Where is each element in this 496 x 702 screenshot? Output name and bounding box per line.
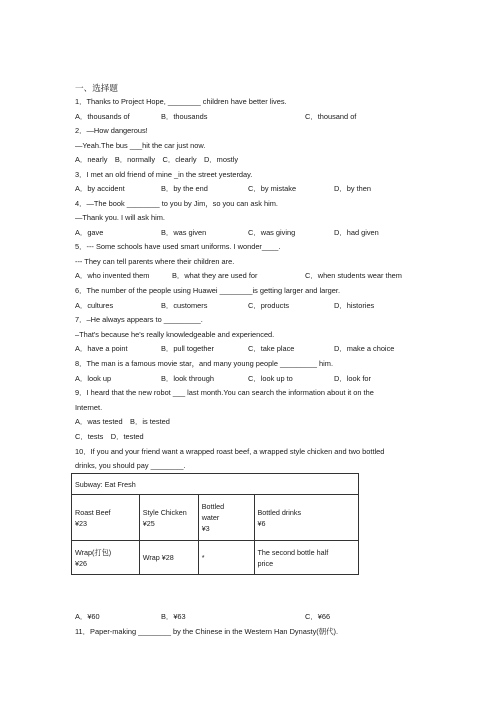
menu-wrap-28: Wrap ¥28	[139, 541, 198, 575]
question-10-line2: drinks, you should pay ________.	[75, 461, 186, 470]
menu-table-header-row	[72, 474, 359, 495]
question-4-line2: —Thank you. I will ask him.	[75, 213, 165, 222]
question-7-option-c[interactable]: C．take place	[248, 344, 295, 353]
menu-second-bottle-note-2: price	[257, 558, 274, 568]
question-4-option-b[interactable]: B．was given	[161, 228, 207, 237]
question-9-options-row2[interactable]: C．tests D．tested	[75, 432, 144, 441]
question-6-option-c[interactable]: C．products	[248, 301, 290, 310]
question-9-stem: 9．I heard that the new robot ___ last month.You can search the information about it on the	[75, 388, 374, 397]
menu-bottled-water-label-2: water	[201, 513, 220, 522]
question-6-option-a[interactable]: A．cultures	[75, 301, 114, 310]
question-2-line2: —Yeah.The bus ___hit the car just now.	[75, 141, 206, 150]
question-7-line2: –That's because he's really knowledgeable and experienced.	[75, 330, 275, 339]
menu-style-chicken-label: Style Chicken	[142, 507, 187, 517]
question-8-option-d[interactable]: D．look for	[334, 374, 371, 383]
menu-table	[71, 473, 359, 575]
question-8-option-a[interactable]: A．look up	[75, 374, 112, 383]
question-3-stem: 3．I met an old friend of mine _in the street yesterday.	[75, 170, 253, 179]
menu-roast-beef-label: Roast Beef	[75, 507, 111, 517]
question-6-stem: 6．The number of the people using Huawei ________is getting larger and larger.	[75, 286, 341, 295]
question-10-stem: 10．If you and your friend want a wrapped roast beef, a wrapped style chicken and two bottled	[75, 447, 385, 456]
menu-bottled-water-price: ¥3	[201, 524, 210, 533]
menu-roast-beef-price: ¥23	[75, 518, 87, 528]
question-5-line2: --- They can tell parents where their children are.	[75, 257, 235, 266]
question-3-option-a[interactable]: A．by accident	[75, 184, 125, 193]
question-9-line2: Internet.	[75, 403, 103, 412]
question-6-option-d[interactable]: D．histories	[334, 301, 375, 310]
question-8-option-c[interactable]: C．look up to	[248, 374, 293, 383]
question-1-option-b[interactable]: B．thousands	[161, 112, 208, 121]
question-8-option-b[interactable]: B．look through	[161, 374, 214, 383]
menu-bottled-drinks-label: Bottled drinks	[257, 507, 302, 517]
question-2-stem: 2．—How dangerous!	[75, 126, 148, 135]
question-8-stem: 8．The man is a famous movie star，and many young people _________ him.	[75, 359, 333, 368]
question-3-option-b[interactable]: B．by the end	[161, 184, 208, 193]
menu-wrap-label: Wrap(打包)	[75, 547, 112, 557]
question-10-option-b[interactable]: B．¥63	[161, 612, 186, 621]
menu-wrap-price: ¥26	[75, 558, 87, 568]
question-5-option-b[interactable]: B．what they are used for	[172, 271, 258, 280]
menu-bottled-drinks-price: ¥6	[257, 518, 266, 528]
question-4-option-a[interactable]: A．gave	[75, 228, 104, 237]
question-7-option-b[interactable]: B．pull together	[161, 344, 214, 353]
menu-second-bottle-note-1: The second bottle half	[257, 547, 329, 557]
question-2-options[interactable]: A．nearly B．normally C．clearly D．mostly	[75, 155, 239, 164]
question-9-options-row1[interactable]: A．was tested B．is tested	[75, 417, 170, 426]
question-7-stem: 7．–He always appears to _________.	[75, 315, 203, 324]
menu-asterisk: *	[198, 541, 254, 575]
question-5-option-c[interactable]: C．when students wear them	[305, 271, 402, 280]
question-11-stem: 11．Paper-making ________ by the Chinese in the Western Han Dynasty(朝代).	[75, 627, 339, 636]
section-title: 一、选择题	[75, 83, 118, 93]
question-1-option-c[interactable]: C．thousand of	[305, 112, 357, 121]
question-10-option-a[interactable]: A．¥60	[75, 612, 100, 621]
menu-table-header: Subway: Eat Fresh	[72, 474, 359, 495]
question-5-stem: 5．--- Some schools have used smart uniforms. I wonder____.	[75, 242, 281, 251]
question-3-option-c[interactable]: C．by mistake	[248, 184, 297, 193]
question-4-option-d[interactable]: D．had given	[334, 228, 379, 237]
question-3-option-d[interactable]: D．by then	[334, 184, 371, 193]
question-7-option-d[interactable]: D．make a choice	[334, 344, 395, 353]
question-1-stem: 1．Thanks to Project Hope, ________ children have better lives.	[75, 97, 287, 106]
question-10-option-c[interactable]: C．¥66	[305, 612, 331, 621]
menu-style-chicken-price: ¥25	[142, 518, 155, 528]
question-4-option-c[interactable]: C．was giving	[248, 228, 296, 237]
menu-table-row	[72, 495, 359, 541]
question-6-option-b[interactable]: B．customers	[161, 301, 208, 310]
question-1-option-a[interactable]: A．thousands of	[75, 112, 130, 121]
question-5-option-a[interactable]: A．who invented them	[75, 271, 150, 280]
question-7-option-a[interactable]: A．have a point	[75, 344, 128, 353]
question-4-stem: 4．—The book ________ to you by Jim，so you can ask him.	[75, 199, 278, 208]
menu-bottled-water-label-1: Bottled	[201, 502, 225, 511]
menu-table-row	[72, 541, 359, 575]
